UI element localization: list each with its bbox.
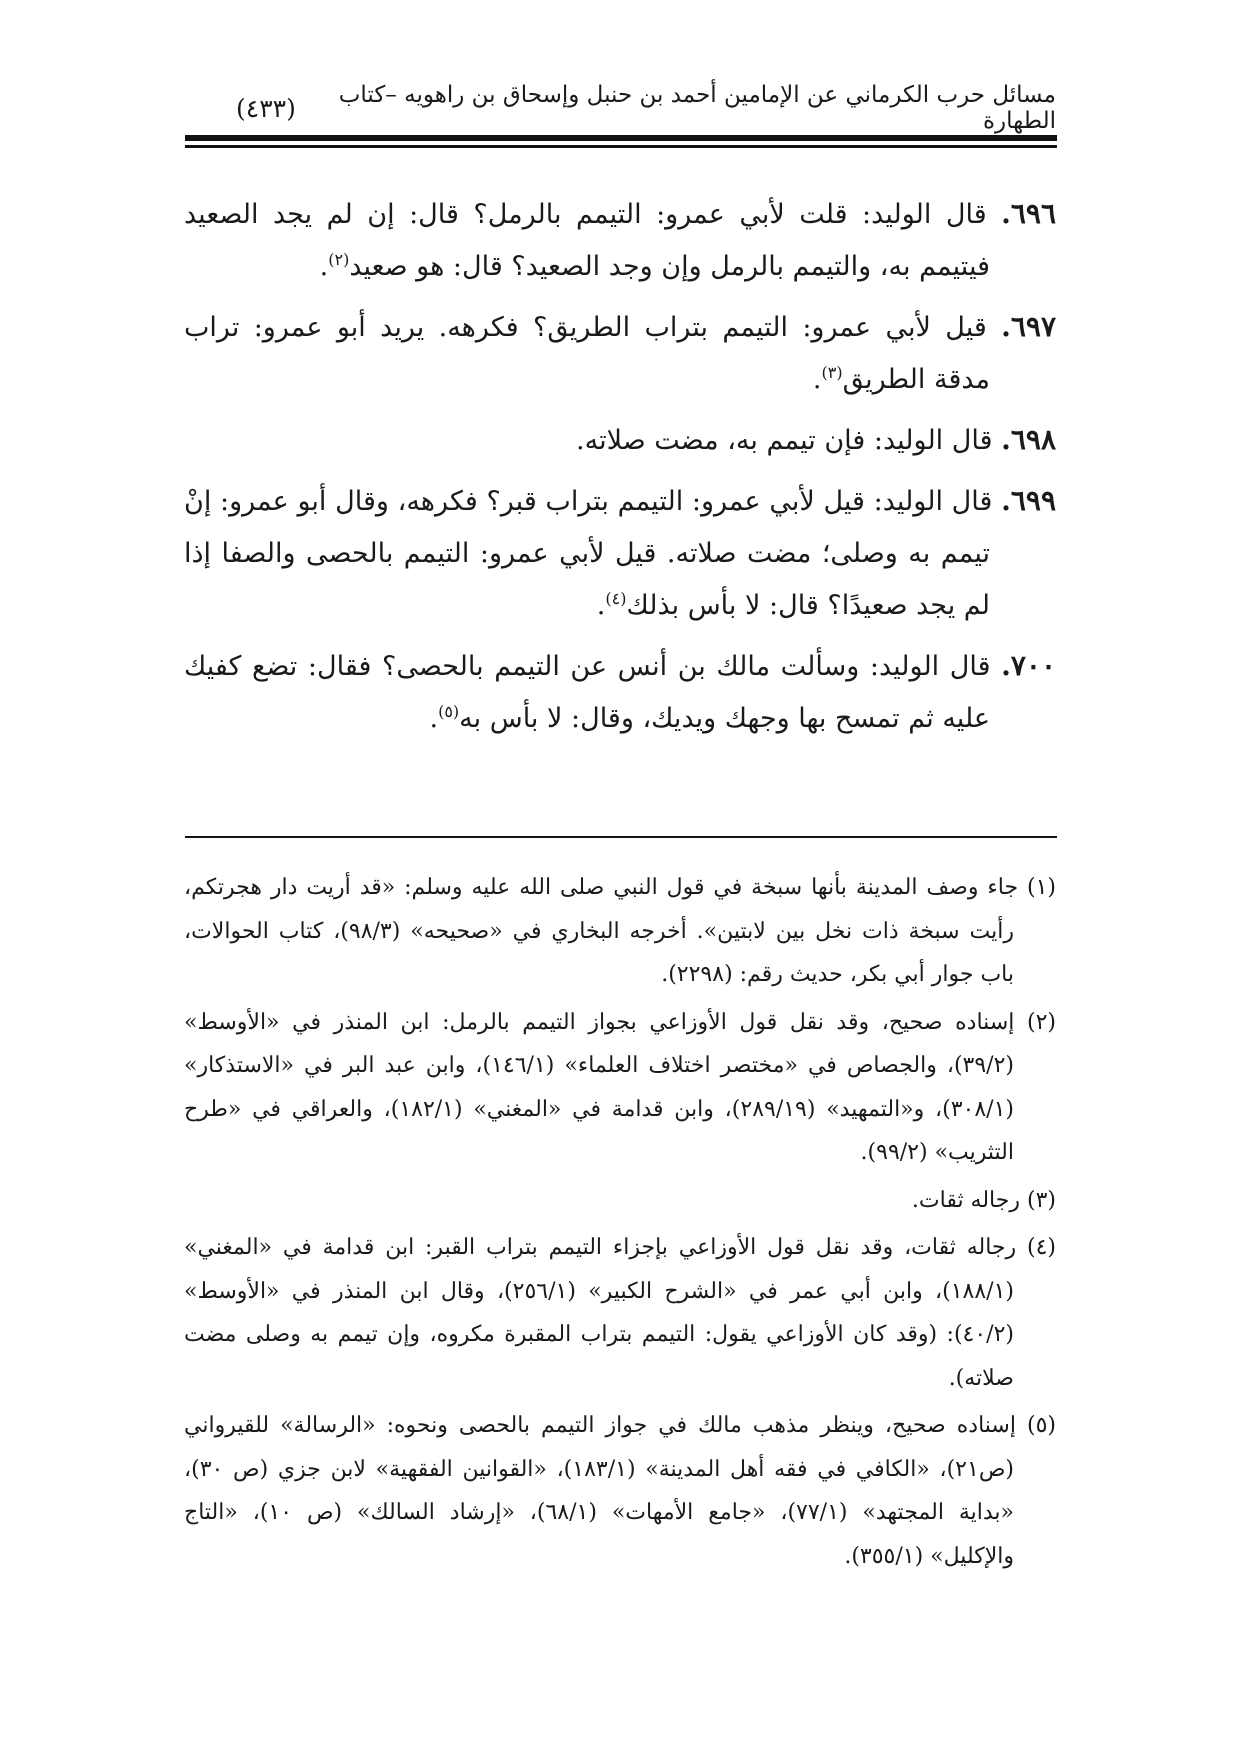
footnote-reference[interactable]: (٤) — [605, 589, 627, 608]
paragraph-698 — [184, 414, 1056, 467]
paragraph-number: ٧٠٠. — [1001, 649, 1056, 682]
footnote-text: إسناده صحيح، وينظر مذهب مالك في جواز التيمم بالحصى ونحوه: «الرسالة» للقيرواني (ص٢١)، «الكافي في فقه أهل المدينة» (١٨٣/١)، «القوانين الفقهية» لابن جزي (ص ٣٠)، «بداية المجتهد» (٧٧/١)، «جامع الأمهات» (٦٨/١)، «إرشاد السالك» (ص ١٠)، «التاج والإكليل» (٣٥٥/١). — [184, 1413, 1016, 1569]
footnote-reference[interactable]: (٢) — [328, 250, 350, 269]
footnote-4 — [184, 1226, 1056, 1400]
paragraph-text: قال الوليد: فإن تيمم به، مضت صلاته. — [576, 425, 993, 456]
paragraph-tail: . — [812, 364, 822, 395]
paragraph-text: قال الوليد: قيل لأبي عمرو: التيمم بتراب قبر؟ فكرهه، وقال أبو عمرو: إنْ تيمم به وصلى؛ مضت صلاته. قيل لأبي عمرو: التيمم بالحصى والصفا إذا لم يجد صعيدًا؟ قال: لا بأس بذلك — [184, 486, 993, 621]
footnote-text: رجاله ثقات. — [911, 1187, 1020, 1213]
paragraph-text: قيل لأبي عمرو: التيمم بتراب الطريق؟ فكرهه. يريد أبو عمرو: تراب مدقة الطريق — [184, 312, 990, 395]
running-title: مسائل حرب الكرماني عن الإمامين أحمد بن حنبل وإسحاق بن راهويه –كتاب الطهارة — [338, 82, 1056, 134]
footnote-label: (٥) — [1026, 1413, 1056, 1438]
footnote-label: (٤) — [1026, 1235, 1056, 1260]
paragraph-text: قال الوليد: وسألت مالك بن أنس عن التيمم بالحصى؟ فقال: تضع كفيك عليه ثم تمسح بها وجهك ويديك، وقال: لا بأس به — [184, 651, 991, 734]
footnote-separator — [185, 836, 1057, 838]
page-header — [236, 82, 1056, 134]
footnote-1 — [184, 866, 1056, 997]
footnotes — [184, 866, 1056, 1582]
footnote-reference[interactable]: (٥) — [438, 702, 460, 721]
paragraph-number: ٦٩٨. — [1001, 423, 1056, 456]
paragraph-tail: . — [429, 703, 439, 734]
footnote-label: (٢) — [1026, 1009, 1056, 1035]
footnote-text: جاء وصف المدينة بأنها سبخة في قول النبي صلى الله عليه وسلم: «قد أريت دار هجرتكم، رأيت سبخة ذات نخل بين لابتين». أخرجه البخاري في «صحيحه» (٩٨/٣)، كتاب الحوالات، باب جوار أبي بكر، حديث رقم: (٢٢٩٨). — [184, 875, 1019, 987]
footnote-2 — [184, 1001, 1056, 1175]
header-rule-thick — [185, 135, 1057, 141]
paragraph-number: ٦٩٧. — [1001, 310, 1056, 343]
page-number: (٤٣٣) — [236, 93, 296, 123]
paragraph-697 — [184, 301, 1056, 406]
footnote-text: رجاله ثقات، وقد نقل قول الأوزاعي بإجزاء التيمم بتراب القبر: ابن قدامة في «المغني» (١٨٨/١)، وابن أبي عمر في «الشرح الكبير» (٢٥٦/١)، وقال ابن المنذر في «الأوسط» (٤٠/٢): (وقد كان الأوزاعي يقول: التيمم بتراب المقبرة مكروه، وإن تيمم به وصلى مضت صلاته). — [184, 1235, 1017, 1391]
header-rule-thin — [185, 145, 1057, 148]
footnote-label: (١) — [1026, 875, 1056, 900]
paragraph-696 — [184, 188, 1056, 293]
paragraph-number: ٦٩٩. — [1001, 484, 1056, 517]
paragraph-text: قال الوليد: قلت لأبي عمرو: التيمم بالرمل؟ قال: إن لم يجد الصعيد فيتيمم به، والتيمم بالرمل وإن وجد الصعيد؟ قال: هو صعيد — [184, 199, 990, 282]
footnote-5 — [184, 1404, 1056, 1578]
footnote-label: (٣) — [1026, 1187, 1056, 1213]
paragraph-number: ٦٩٦. — [1001, 197, 1056, 230]
paragraph-700 — [184, 640, 1056, 745]
paragraph-tail: . — [319, 251, 329, 282]
footnote-reference[interactable]: (٣) — [821, 363, 843, 382]
paragraph-699 — [184, 475, 1056, 632]
paragraph-tail: . — [596, 590, 606, 621]
main-text — [184, 188, 1056, 753]
footnote-text: إسناده صحيح، وقد نقل قول الأوزاعي بجواز التيمم بالرمل: ابن المنذر في «الأوسط» (٣٩/٢)، والجصاص في «مختصر اختلاف العلماء» (١٤٦/١)، وابن عبد البر في «الاستذكار» (٣٠٨/١)، و«التمهيد» (٢٨٩/١٩)، وابن قدامة في «المغني» (١٨٢/١)، والعراقي في «طرح التثريب» (٩٩/٢). — [184, 1009, 1015, 1165]
footnote-3 — [184, 1179, 1056, 1223]
